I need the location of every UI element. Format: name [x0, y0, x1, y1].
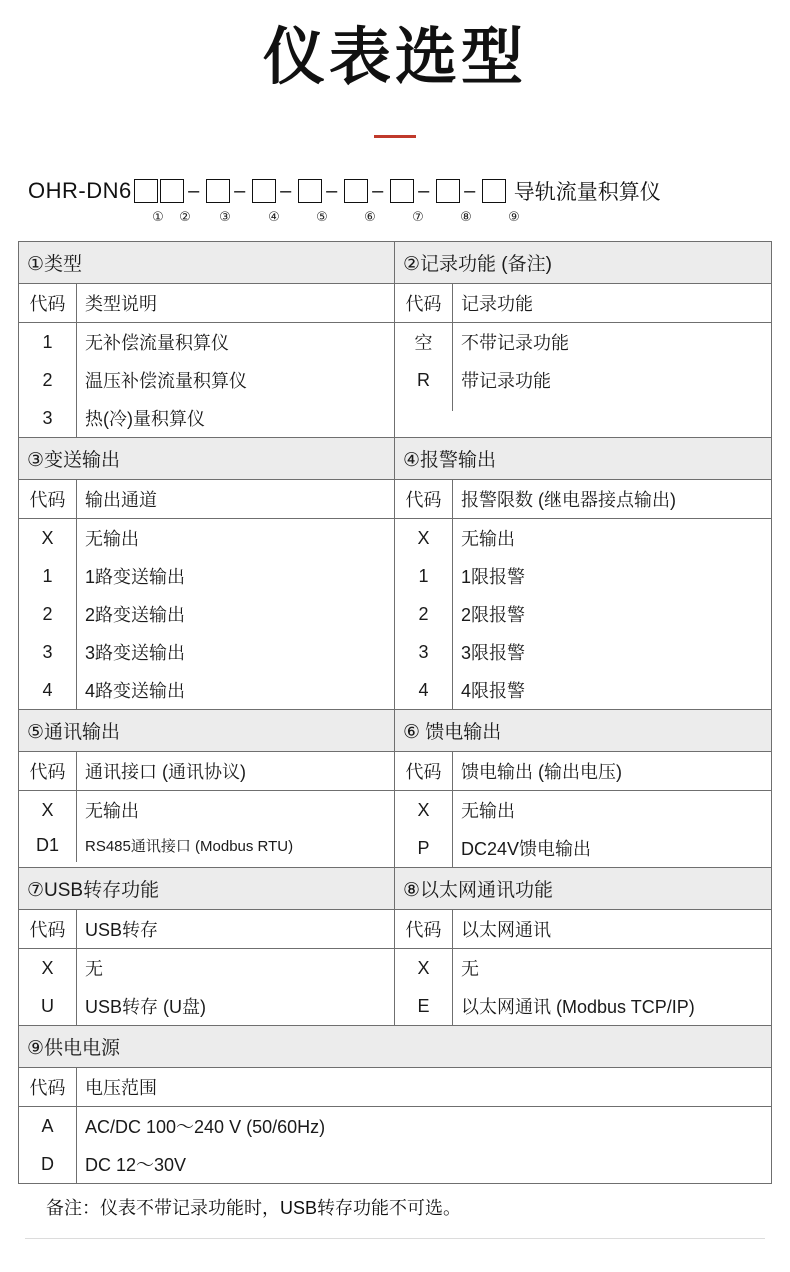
table-row [395, 791, 771, 829]
model-dash-2: – [234, 179, 246, 202]
code-box-6[interactable] [344, 179, 368, 203]
header-code: 代码 [395, 752, 453, 790]
model-dash-3: – [280, 179, 292, 202]
table-row [19, 949, 394, 987]
header-code: 代码 [19, 752, 77, 790]
table-row [19, 671, 394, 709]
index-5: ⑤ [316, 209, 328, 225]
table-row-group-3 [19, 710, 771, 868]
row-desc: DC24V馈电输出 [461, 839, 592, 860]
table-row [395, 361, 771, 399]
row-desc: 热(冷)量积算仪 [85, 409, 205, 430]
section-type [19, 242, 395, 438]
page-title: 仪表选型 [262, 23, 527, 92]
column-header-row [395, 910, 771, 949]
code-box-8[interactable] [436, 179, 460, 203]
row-desc: 3限报警 [461, 643, 526, 664]
row-desc: 3路变送输出 [85, 643, 186, 664]
model-code-area [0, 176, 790, 225]
header-code: 代码 [395, 480, 453, 518]
row-code: 2 [19, 595, 77, 633]
model-dash-4: – [326, 179, 338, 202]
row-code: 3 [19, 399, 77, 437]
row-code: X [19, 519, 77, 557]
row-code: 2 [19, 361, 77, 399]
table-row [19, 633, 394, 671]
row-desc: 2路变送输出 [85, 605, 186, 626]
column-header-row [19, 752, 394, 791]
column-header-row [19, 480, 394, 519]
table-row [395, 949, 771, 987]
header-desc: 类型说明 [85, 294, 157, 315]
row-desc: 带记录功能 [461, 371, 551, 392]
index-9: ⑨ [508, 209, 520, 225]
index-1: ① [152, 209, 164, 225]
header-desc: USB转存 [85, 920, 159, 941]
header-desc: 记录功能 [461, 294, 533, 315]
header-desc: 馈电输出 (输出电压) [461, 762, 622, 783]
section-communication-output [19, 710, 395, 868]
row-code: 3 [19, 633, 77, 671]
column-header-row [19, 1068, 771, 1107]
filler-row [395, 399, 771, 411]
row-desc: 以太网通讯 (Modbus TCP/IP) [461, 997, 695, 1018]
row-code: P [395, 829, 453, 867]
code-box-7[interactable] [390, 179, 414, 203]
table-row [395, 557, 771, 595]
header-desc: 输出通道 [85, 490, 157, 511]
row-code: U [19, 987, 77, 1025]
row-desc: 2限报警 [461, 605, 526, 626]
section-usb-transfer [19, 868, 395, 1026]
row-desc: 不带记录功能 [461, 333, 569, 354]
section-heading: ②记录功能 (备注) [395, 242, 771, 284]
table-row [19, 519, 394, 557]
table-row [19, 791, 394, 829]
table-row [19, 557, 394, 595]
model-prefix: OHR-DN6 [28, 178, 132, 204]
row-desc: 无 [461, 959, 479, 980]
model-code-line [28, 176, 790, 206]
header-desc: 报警限数 (继电器接点输出) [461, 490, 676, 511]
column-header-row [395, 284, 771, 323]
row-desc: USB转存 (U盘) [85, 997, 206, 1018]
header-desc: 以太网通讯 [461, 920, 551, 941]
row-code: X [19, 949, 77, 987]
row-desc: 无输出 [461, 801, 515, 822]
row-desc: DC 12～30V [85, 1155, 187, 1176]
code-box-2[interactable] [160, 179, 184, 203]
row-code: X [395, 519, 453, 557]
row-code: 1 [395, 557, 453, 595]
footer-note: 备注：仪表不带记录功能时，USB转存功能不可选。 [46, 1198, 462, 1219]
row-code: 4 [395, 671, 453, 709]
row-code: X [395, 949, 453, 987]
row-desc: 无 [85, 959, 103, 980]
section-heading: ④报警输出 [395, 438, 771, 480]
table-row [19, 399, 394, 437]
row-code: 3 [395, 633, 453, 671]
column-header-row [395, 752, 771, 791]
section-heading: ⑨供电电源 [19, 1026, 771, 1068]
code-box-5[interactable] [298, 179, 322, 203]
index-4: ④ [268, 209, 280, 225]
title-divider [374, 135, 416, 138]
row-desc: 温压补偿流量积算仪 [85, 371, 247, 392]
row-code: R [395, 361, 453, 399]
column-header-row [19, 284, 394, 323]
column-header-row [19, 910, 394, 949]
header-code: 代码 [395, 284, 453, 322]
model-dash-7: – [464, 179, 476, 202]
section-power-supply [19, 1026, 771, 1184]
row-code: D1 [19, 829, 77, 862]
table-row [19, 323, 394, 361]
model-dash-5: – [372, 179, 384, 202]
index-3: ③ [219, 209, 231, 225]
row-code: D [19, 1145, 77, 1183]
header-desc: 电压范围 [85, 1078, 157, 1099]
row-desc: 1路变送输出 [85, 567, 186, 588]
selection-tables [18, 241, 772, 1184]
row-desc: 4限报警 [461, 681, 526, 702]
table-row [19, 1107, 771, 1145]
code-box-3[interactable] [206, 179, 230, 203]
table-row [395, 519, 771, 557]
section-heading: ⑧以太网通讯功能 [395, 868, 771, 910]
table-row [19, 829, 394, 862]
row-desc: 无输出 [461, 529, 515, 550]
index-6: ⑥ [364, 209, 376, 225]
column-header-row [395, 480, 771, 519]
model-dash-6: – [418, 179, 430, 202]
code-box-1[interactable] [134, 179, 158, 203]
row-desc: 无补偿流量积算仪 [85, 333, 229, 354]
table-row-group-5 [19, 1026, 771, 1184]
section-alarm-output [395, 438, 771, 710]
row-code: 2 [395, 595, 453, 633]
row-desc: 1限报警 [461, 567, 526, 588]
table-row [395, 829, 771, 867]
row-code: 空 [395, 323, 453, 361]
code-box-9[interactable] [482, 179, 506, 203]
model-dash-1: – [188, 179, 200, 202]
table-row-group-1 [19, 242, 771, 438]
table-row-group-2 [19, 438, 771, 710]
row-code: 4 [19, 671, 77, 709]
table-row [19, 595, 394, 633]
row-desc: 无输出 [85, 801, 139, 822]
section-heading: ⑦USB转存功能 [19, 868, 394, 910]
row-desc: AC/DC 100～240 V (50/60Hz) [85, 1117, 326, 1138]
row-desc: RS485通讯接口 (Modbus RTU) [85, 838, 294, 856]
bottom-divider [25, 1238, 765, 1239]
model-code-index-row [28, 209, 790, 225]
section-heading: ①类型 [19, 242, 394, 284]
table-row [19, 1145, 771, 1183]
header-code: 代码 [19, 284, 77, 322]
header-code: 代码 [19, 1068, 77, 1106]
code-box-4[interactable] [252, 179, 276, 203]
index-7: ⑦ [412, 209, 424, 225]
section-record-function [395, 242, 771, 438]
section-heading: ⑥ 馈电输出 [395, 710, 771, 752]
table-row [19, 361, 394, 399]
model-suffix: 导轨流量积算仪 [513, 181, 661, 205]
header-desc: 通讯接口 (通讯协议) [85, 762, 246, 783]
section-transmit-output [19, 438, 395, 710]
section-power-feed-output [395, 710, 771, 868]
row-desc: 无输出 [85, 529, 139, 550]
header-code: 代码 [19, 910, 77, 948]
index-8: ⑧ [460, 209, 472, 225]
header-code: 代码 [19, 480, 77, 518]
table-row [395, 595, 771, 633]
table-row [19, 987, 394, 1025]
row-code: X [19, 791, 77, 829]
index-2: ② [179, 209, 191, 225]
row-desc: 4路变送输出 [85, 681, 186, 702]
row-code: E [395, 987, 453, 1025]
table-row [395, 323, 771, 361]
row-code: 1 [19, 323, 77, 361]
table-row [395, 987, 771, 1025]
section-ethernet [395, 868, 771, 1026]
header-code: 代码 [395, 910, 453, 948]
row-code: 1 [19, 557, 77, 595]
table-row-group-4 [19, 868, 771, 1026]
section-heading: ⑤通讯输出 [19, 710, 394, 752]
table-row [395, 671, 771, 709]
row-code: A [19, 1107, 77, 1145]
row-code: X [395, 791, 453, 829]
section-heading: ③变送输出 [19, 438, 394, 480]
table-row [395, 633, 771, 671]
